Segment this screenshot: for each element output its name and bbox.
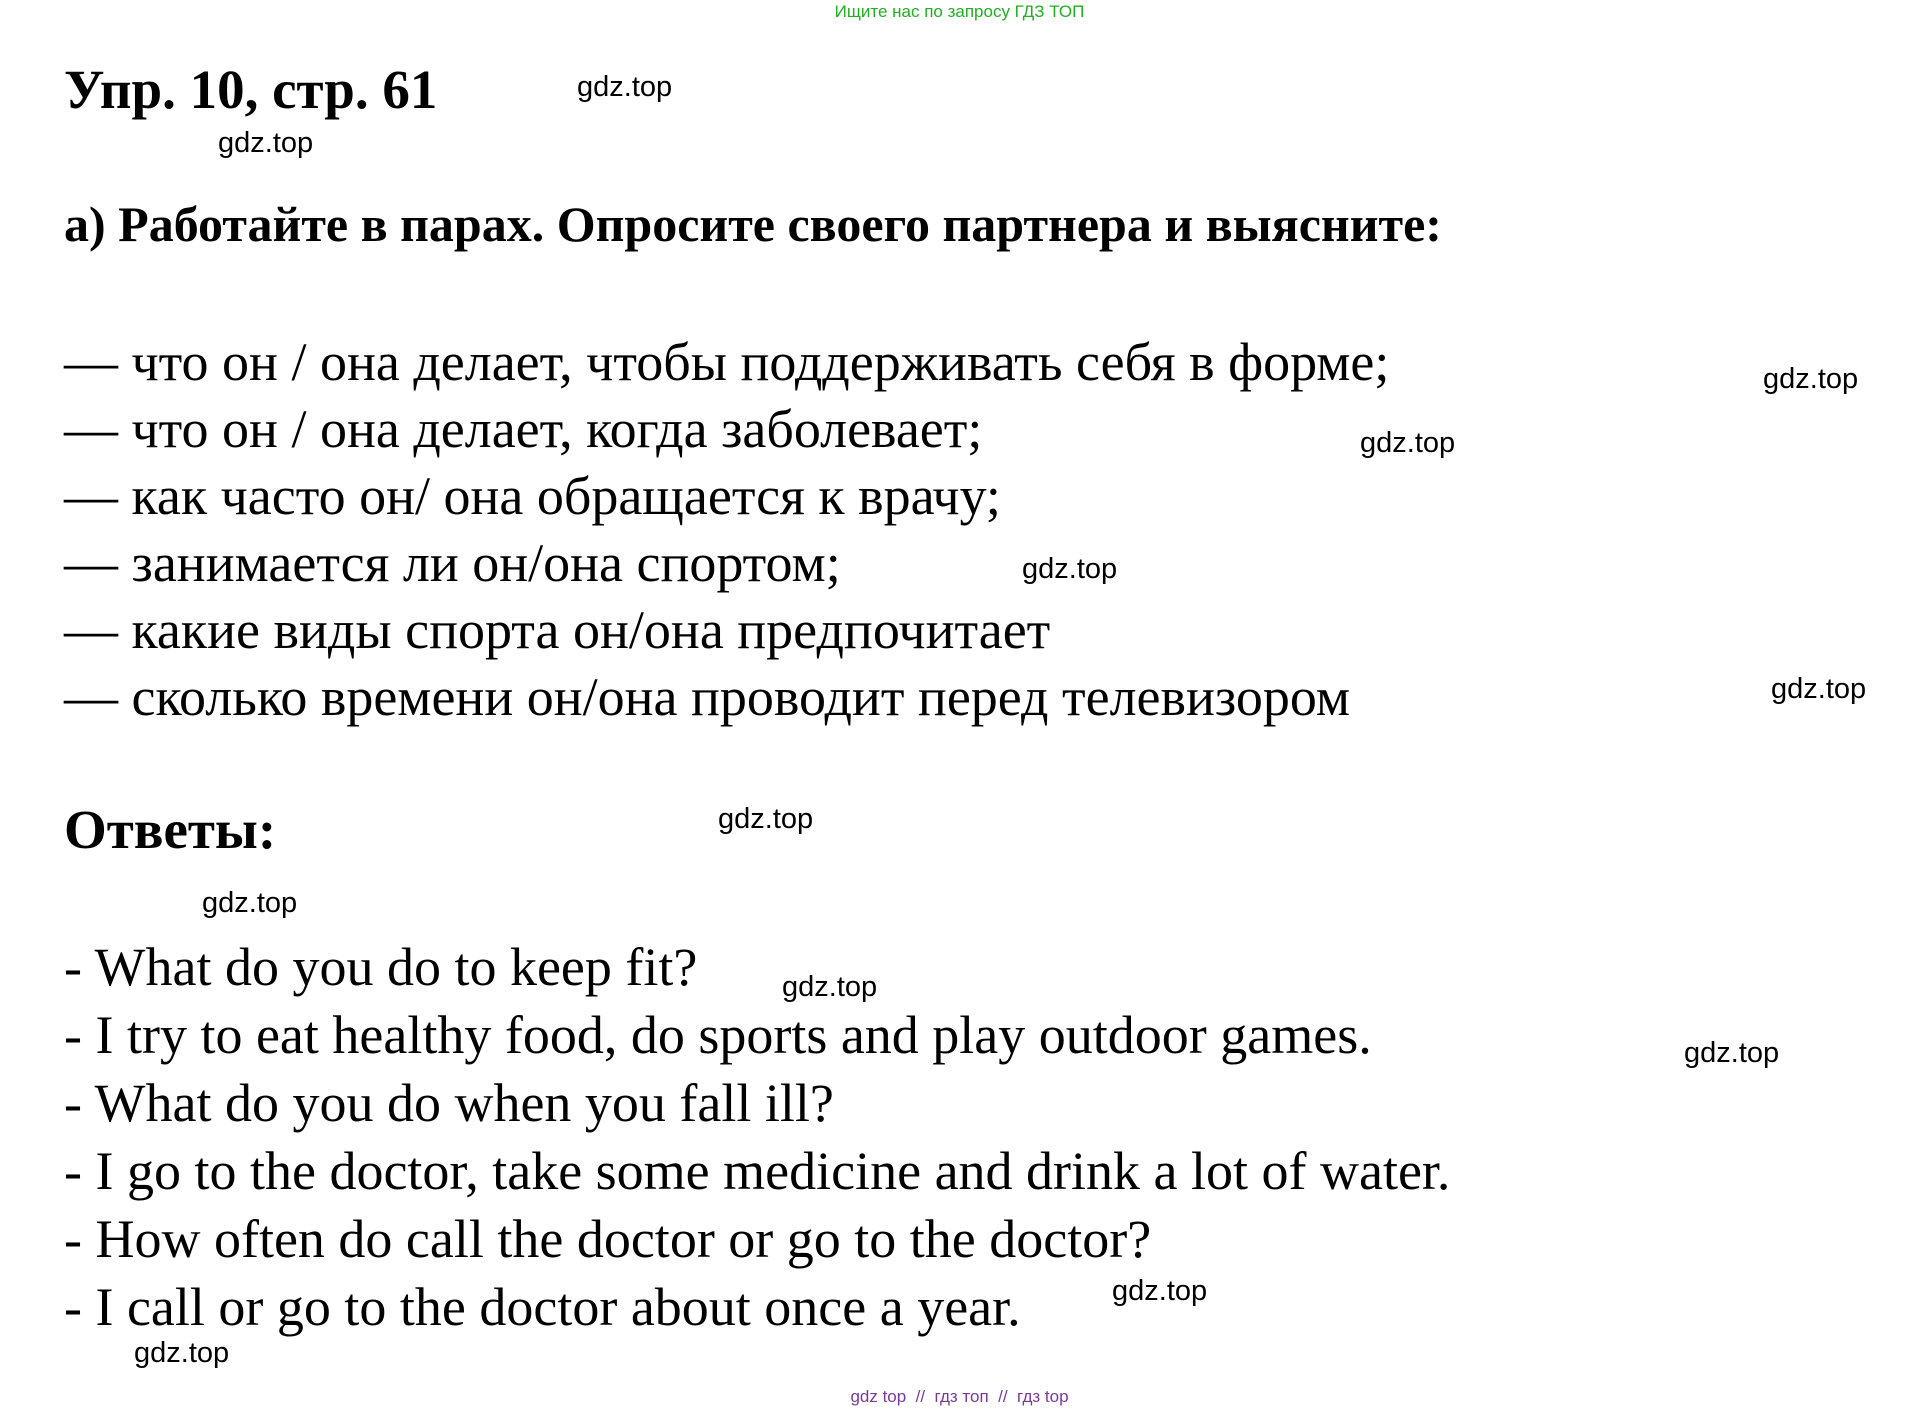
question-item: — что он / она делает, чтобы поддерживать себя в форме; [64,332,1390,392]
watermark: gdz.top [1684,1037,1780,1069]
watermark: gdz.top [1022,553,1118,585]
watermark: gdz.top [577,71,673,103]
footer-links: gdz top // гдз топ // гдз top [850,1387,1069,1406]
question-item: — сколько времени он/она проводит перед телевизором [64,667,1351,727]
question-item: — какие виды спорта он/она предпочитает [64,600,1051,660]
watermark: gdz.top [1112,1275,1208,1307]
answer-line: - I try to eat healthy food, do sports and play outdoor games. [64,1005,1372,1065]
watermark: gdz.top [1360,427,1456,459]
watermark: gdz.top [718,803,814,835]
answers-heading: Ответы: [64,799,277,860]
top-banner: Ищите нас по запросу ГДЗ ТОП [834,2,1085,21]
watermark: gdz.top [1771,673,1867,705]
question-item: — как часто он/ она обращается к врачу; [64,466,1001,526]
answer-line: - I go to the doctor, take some medicine and drink a lot of water. [64,1141,1451,1201]
watermark: gdz.top [202,887,298,919]
watermark: gdz.top [782,971,878,1003]
question-item: — что он / она делает, когда заболевает; [64,399,983,459]
answer-line: - How often do call the doctor or go to the doctor? [64,1209,1152,1269]
exercise-title: Упр. 10, стр. 61 [64,59,438,120]
task-instruction: а) Работайте в парах. Опросите своего партнера и выясните: [64,196,1442,252]
watermark: gdz.top [218,127,314,159]
answer-line: - What do you do to keep fit? [64,937,698,997]
answer-line: - What do you do when you fall ill? [64,1073,834,1133]
answer-line: - I call or go to the doctor about once a year. [64,1277,1021,1337]
watermark: gdz.top [134,1337,230,1369]
question-item: — занимается ли он/она спортом; [64,533,841,593]
watermark: gdz.top [1763,363,1859,395]
